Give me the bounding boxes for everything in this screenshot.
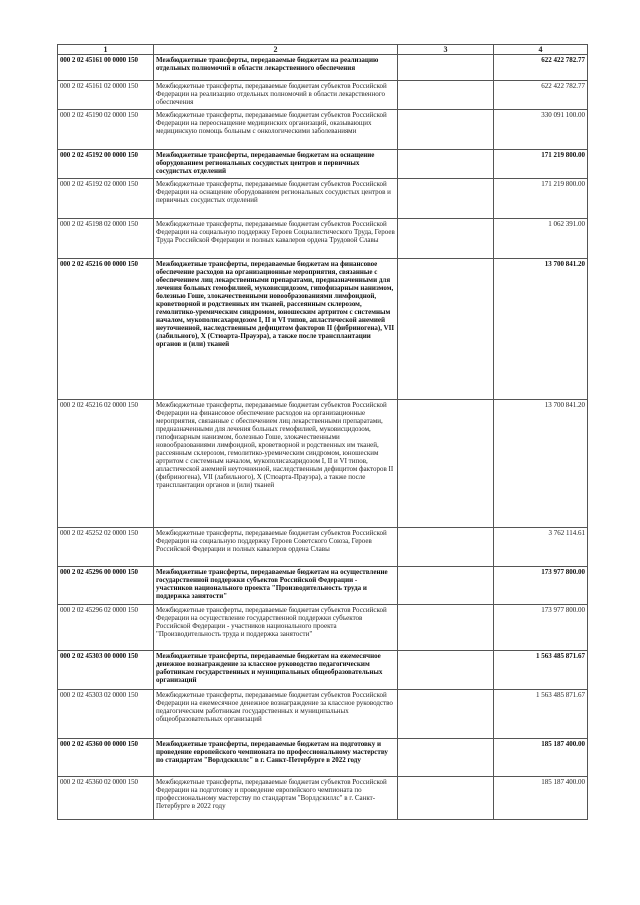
table-row: [58, 55, 588, 81]
description-cell: Межбюджетные трансферты, передаваемые бюджетам субъектов Российской Федерации на осуществление государственной поддержки субъектов Российской Федерации - участников национального проекта "Производительность труда и поддержка занятости": [154, 605, 398, 651]
table-row: [58, 777, 588, 820]
header-col-4: 4: [494, 45, 588, 55]
column-3-cell: [398, 605, 494, 651]
column-3-cell: [398, 690, 494, 739]
table-row: [58, 400, 588, 528]
table-row: [58, 690, 588, 739]
description-cell: Межбюджетные трансферты, передаваемые бюджетам на осуществление государственной поддержки субъектов Российской Федерации - участников национального проекта "Производительность труда и поддержка занятости": [154, 567, 398, 605]
description-cell: Межбюджетные трансферты, передаваемые бюджетам субъектов Российской Федерации на социальную поддержку Героев Советского Союза, Героев Российской Федерации и полных кавалеров ордена Славы: [154, 528, 398, 567]
amount-cell: 1 563 485 871.67: [494, 651, 588, 690]
header-col-3: 3: [398, 45, 494, 55]
table-row: [58, 528, 588, 567]
table-row: [58, 219, 588, 259]
column-3-cell: [398, 777, 494, 820]
description-cell: Межбюджетные трансферты, передаваемые бюджетам субъектов Российской Федерации на социальную поддержку Героев Социалистического Труда, Героев Труда Российской Федерации и полных кавалеров ордена Трудовой Славы: [154, 219, 398, 259]
code-cell: 000 2 02 45161 02 0000 150: [58, 81, 154, 110]
amount-cell: 1 062 391.00: [494, 219, 588, 259]
amount-cell: 3 762 114.61: [494, 528, 588, 567]
code-cell: 000 2 02 45303 02 0000 150: [58, 690, 154, 739]
table-row: [58, 81, 588, 110]
header-col-1: 1: [58, 45, 154, 55]
column-3-cell: [398, 739, 494, 777]
code-cell: 000 2 02 45192 02 0000 150: [58, 179, 154, 219]
code-cell: 000 2 02 45360 02 0000 150: [58, 777, 154, 820]
column-3-cell: [398, 110, 494, 150]
code-cell: 000 2 02 45252 02 0000 150: [58, 528, 154, 567]
table-row: [58, 567, 588, 605]
description-cell: Межбюджетные трансферты, передаваемые бюджетам на ежемесячное денежное вознаграждение за классное руководство педагогическим работникам государственных и муниципальных общеобразовательных организаций: [154, 651, 398, 690]
description-cell: Межбюджетные трансферты, передаваемые бюджетам субъектов Российской Федерации на переоснащение медицинских организаций, оказывающих медицинскую помощь больным с онкологическими заболеваниями: [154, 110, 398, 150]
column-3-cell: [398, 651, 494, 690]
amount-cell: 330 091 100.00: [494, 110, 588, 150]
code-cell: 000 2 02 45161 00 0000 150: [58, 55, 154, 81]
header-col-2: 2: [154, 45, 398, 55]
code-cell: 000 2 02 45190 02 0000 150: [58, 110, 154, 150]
description-cell: Межбюджетные трансферты, передаваемые бюджетам на оснащение оборудованием региональных сосудистых центров и первичных сосудистых отделений: [154, 150, 398, 179]
amount-cell: 173 977 800.00: [494, 567, 588, 605]
description-cell: Межбюджетные трансферты, передаваемые бюджетам субъектов Российской Федерации на ежемесячное денежное вознаграждение за классное руководство педагогическим работникам государственных и муниципальных общеобразовательных организаций: [154, 690, 398, 739]
column-3-cell: [398, 81, 494, 110]
description-cell: Межбюджетные трансферты, передаваемые бюджетам субъектов Российской Федерации на оснащение оборудованием региональных сосудистых центров и первичных сосудистых отделений: [154, 179, 398, 219]
code-cell: 000 2 02 45198 02 0000 150: [58, 219, 154, 259]
amount-cell: 173 977 800.00: [494, 605, 588, 651]
column-3-cell: [398, 400, 494, 528]
description-cell: Межбюджетные трансферты, передаваемые бюджетам субъектов Российской Федерации на подготовку и проведение европейского чемпионата по профессиональному мастерству по стандартам "Ворлдскиллс" в г. Санкт-Петербурге в 2022 году: [154, 777, 398, 820]
amount-cell: 185 187 400.00: [494, 739, 588, 777]
description-cell: Межбюджетные трансферты, передаваемые бюджетам субъектов Российской Федерации на реализацию отдельных полномочий в области лекарственного обеспечения: [154, 81, 398, 110]
budget-table: [57, 44, 588, 820]
table-row: [58, 605, 588, 651]
header-row: [58, 45, 588, 55]
code-cell: 000 2 02 45360 00 0000 150: [58, 739, 154, 777]
amount-cell: 622 422 782.77: [494, 55, 588, 81]
code-cell: 000 2 02 45192 00 0000 150: [58, 150, 154, 179]
description-cell: Межбюджетные трансферты, передаваемые бюджетам на реализацию отдельных полномочий в области лекарственного обеспечения: [154, 55, 398, 81]
amount-cell: 185 187 400.00: [494, 777, 588, 820]
column-3-cell: [398, 55, 494, 81]
amount-cell: 13 700 841.20: [494, 400, 588, 528]
code-cell: 000 2 02 45216 02 0000 150: [58, 400, 154, 528]
column-3-cell: [398, 179, 494, 219]
description-cell: Межбюджетные трансферты, передаваемые бюджетам на финансовое обеспечение расходов на организационные мероприятия, связанные с обеспечением лиц лекарственными препаратами, предназначенными для лечения больных гемофилией, муковисцидозом, гипофизарным нанизмом, болезнью Гоше, злокачественными новообразованиями лимфоидной, кроветворной и родственных им тканей, рассеянным склерозом, гемолитико-уремическим синдромом, юношеским артритом с системным началом, мукополисахаридозом I, II и VI типов, апластической анемией неуточненной, наследственным дефицитом факторов II (фибриногена), VII (лабильного), X (Стюарта-Прауэра), а также после трансплантации органов и (или) тканей: [154, 259, 398, 400]
table-row: [58, 259, 588, 400]
description-cell: Межбюджетные трансферты, передаваемые бюджетам субъектов Российской Федерации на финансовое обеспечение расходов на организационные мероприятия, связанные с обеспечением лиц лекарственными препаратами, предназначенными для лечения больных гемофилией, муковисцидозом, гипофизарным нанизмом, болезнью Гоше, злокачественными новообразованиями лимфоидной, кроветворной и родственных им тканей, рассеянным склерозом, гемолитико-уремическим синдромом, юношеским артритом с системным началом, мукополисахаридозом I, II и VI типов, апластической анемией неуточненной, наследственным дефицитом факторов II (фибриногена), VII (лабильного), X (Стюарта-Прауэра), а также после трансплантации органов и (или) тканей: [154, 400, 398, 528]
table-row: [58, 150, 588, 179]
code-cell: 000 2 02 45303 00 0000 150: [58, 651, 154, 690]
column-3-cell: [398, 219, 494, 259]
description-cell: Межбюджетные трансферты, передаваемые бюджетам на подготовку и проведение европейского чемпионата по профессиональному мастерству по стандартам "Ворлдскиллс" в г. Санкт-Петербурге в 2022 году: [154, 739, 398, 777]
table-row: [58, 110, 588, 150]
table-row: [58, 179, 588, 219]
code-cell: 000 2 02 45296 00 0000 150: [58, 567, 154, 605]
table-body: [58, 55, 588, 820]
amount-cell: 171 219 800.00: [494, 179, 588, 219]
column-3-cell: [398, 259, 494, 400]
column-3-cell: [398, 150, 494, 179]
table-row: [58, 651, 588, 690]
amount-cell: 171 219 800.00: [494, 150, 588, 179]
amount-cell: 622 422 782.77: [494, 81, 588, 110]
column-3-cell: [398, 567, 494, 605]
column-3-cell: [398, 528, 494, 567]
amount-cell: 1 563 485 871.67: [494, 690, 588, 739]
code-cell: 000 2 02 45216 00 0000 150: [58, 259, 154, 400]
table-row: [58, 739, 588, 777]
code-cell: 000 2 02 45296 02 0000 150: [58, 605, 154, 651]
amount-cell: 13 700 841.20: [494, 259, 588, 400]
